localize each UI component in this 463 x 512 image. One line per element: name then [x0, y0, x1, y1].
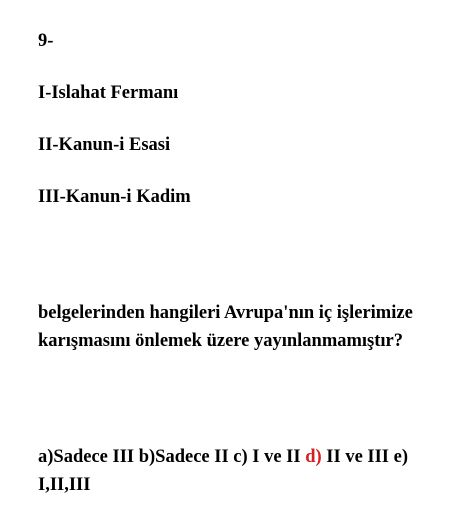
- answer-options-d-to-e: II ve III e): [321, 447, 409, 467]
- answer-options-line-2: I,II,III: [38, 475, 91, 495]
- correct-answer-marker: d): [305, 447, 322, 467]
- question-number: 9-: [38, 31, 54, 51]
- question-stem-line-1: belgelerinden hangileri Avrupa'nın iç işlerimize: [38, 303, 413, 323]
- question-stem-line-2: karışmasını önlemek üzere yayınlanmamıştır?: [38, 331, 404, 351]
- statement-item-1: I-Islahat Fermanı: [38, 83, 179, 103]
- statement-item-3: III-Kanun-i Kadim: [38, 187, 191, 207]
- statement-item-2: II-Kanun-i Esasi: [38, 135, 171, 155]
- answer-options-a-to-c: a)Sadece III b)Sadece II c) I ve II: [38, 447, 306, 467]
- answer-options-line-1: [38, 446, 408, 468]
